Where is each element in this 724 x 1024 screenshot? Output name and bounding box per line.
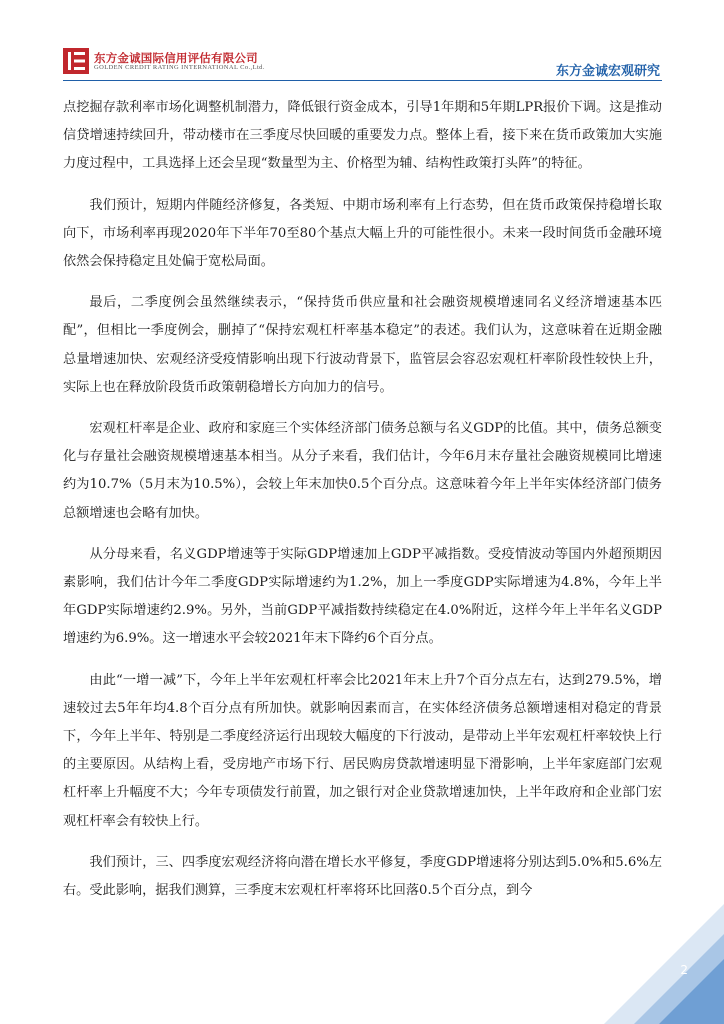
header-divider bbox=[63, 80, 662, 81]
paragraph: 我们预计，短期内伴随经济修复，各类短、中期市场利率有上行态势，但在货币政策保持稳增长取向下，市场利率再现2020年下半年70至80个基点大幅上升的可能性很小。未来一段时间货币金融环境依然会保持稳定且处偏于宽松局面。 bbox=[63, 197, 662, 270]
report-series-title: 东方金诚宏观研究 bbox=[555, 64, 660, 79]
company-logo-icon bbox=[63, 48, 89, 74]
page-header bbox=[0, 0, 724, 82]
paragraph: 从分母来看，名义GDP增速等于实际GDP增速加上GDP平减指数。受疫情波动等国内外超预期因素影响，我们估计今年二季度GDP实际增速约为1.2%，加上一季度GDP实际增速为4.8%，今年上半年GDP实际增速约2.9%。另外，当前GDP平减指数持续稳定在4.0%附近，这样今年上半年名义GDP增速约为6.9%。这一增速水平会较2021年末下降约6个百分点。 bbox=[63, 546, 662, 647]
page-number: 2 bbox=[680, 963, 688, 977]
body-text bbox=[63, 94, 662, 918]
paragraph: 最后，二季度例会虽然继续表示，“保持货币供应量和社会融资规模增速同名义经济增速基本匹配”，但相比一季度例会，删掉了“保持宏观杠杆率基本稳定”的表述。我们认为，这意味着在近期金融总量增速加快、宏观经济受疫情影响出现下行波动背景下，监管层会容忍宏观杠杆率阶段性较快上升，实际上也在释放阶段货币政策朝稳增长方向加力的信号。 bbox=[63, 295, 662, 395]
company-name-cn: 东方金诚国际信用评估有限公司 bbox=[94, 51, 258, 65]
corner-decoration bbox=[604, 904, 724, 1024]
paragraph: 由此“一增一减”下，今年上半年宏观杠杆率会比2021年末上升7个百分点左右，达到279.5%，增速较过去5年年均4.8个百分点有所加快。就影响因素而言，在实体经济债务总额增速相对稳定的背景下，今年上半年、特别是二季度经济运行出现较大幅度的下行波动，是带动上半年宏观杠杆率较快上行的主要原因。从结构上看，受房地产市场下行、居民购房贷款增速明显下滑影响，上半年家庭部门宏观杠杆率上升幅度不大；今年专项债发行前置，加之银行对企业贷款增速加快，上半年政府和企业部门宏观杠杆率会有较快上行。 bbox=[63, 672, 662, 829]
paragraph: 我们预计，三、四季度宏观经济将向潜在增长水平修复，季度GDP增速将分别达到5.0%和5.6%左右。受此影响，据我们测算，三季度末宏观杠杆率将环比回落0.5个百分点，到今 bbox=[63, 854, 662, 899]
paragraph: 点挖掘存款利率市场化调整机制潜力，降低银行资金成本，引导1年期和5年期LPR报价下调。这是推动信贷增速持续回升，带动楼市在三季度尽快回暖的重要发力点。整体上看，接下来在货币政策加大实施力度过程中，工具选择上还会呈现“数量型为主、价格型为辅、结构性政策打头阵”的特征。 bbox=[63, 100, 662, 172]
company-name-en: GOLDEN CREDIT RATING INTERNATIONAL Co.,Ltd. bbox=[94, 64, 265, 71]
paragraph: 宏观杠杆率是企业、政府和家庭三个实体经济部门债务总额与名义GDP的比值。其中，债务总额变化与存量社会融资规模增速基本相当。从分子来看，我们估计，今年6月末存量社会融资规模同比增速约为10.7%（5月末为10.5%），会较上年末加快0.5个百分点。这意味着今年上半年实体经济部门债务总额增速也会略有加快。 bbox=[63, 421, 662, 521]
